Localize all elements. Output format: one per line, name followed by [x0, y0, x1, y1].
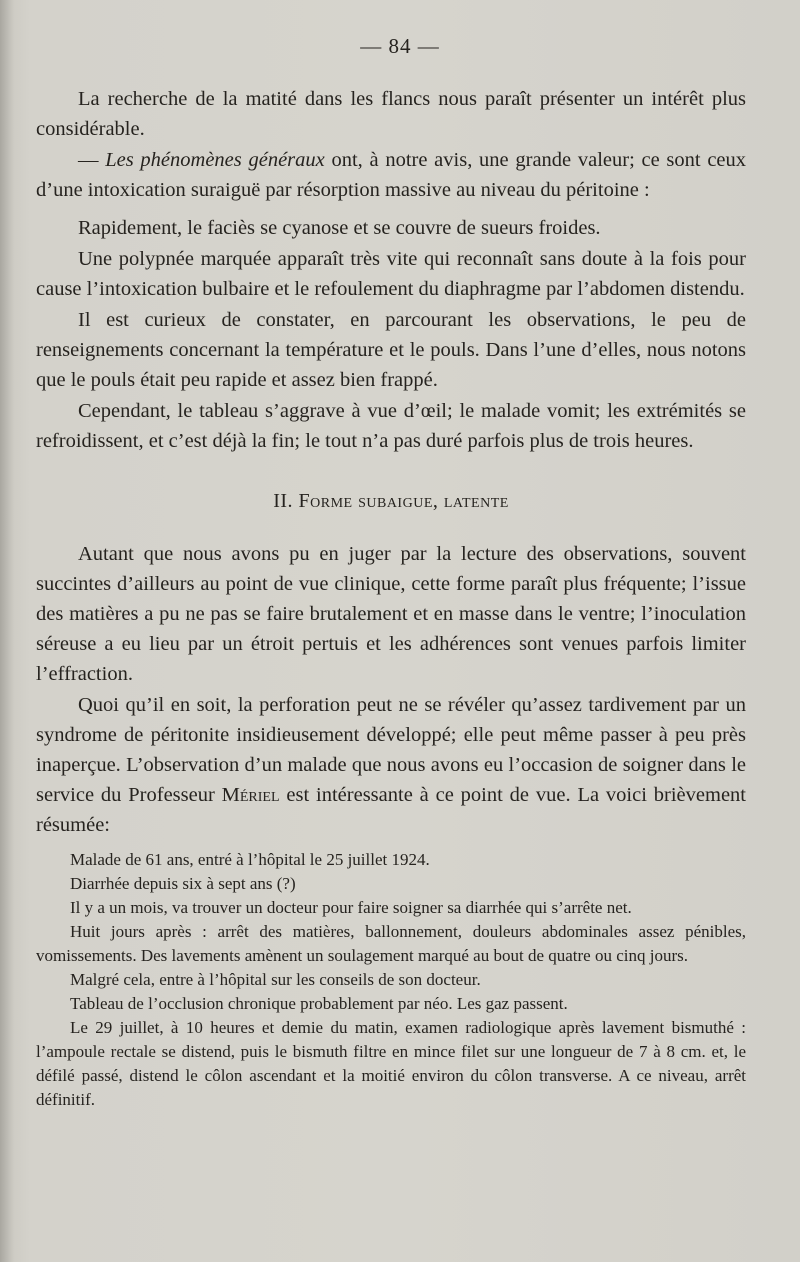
paragraph [36, 690, 746, 840]
section-title [36, 490, 746, 513]
paragraph [36, 213, 746, 243]
case-line: Huit jours après : arrêt des matières, ballonnement, douleurs abdominales assez pénibles, vomissements. Des lavements amènent un soulagement marqué au bout de quatre ou cinq jours. [36, 922, 746, 965]
smallcaps-run: Mériel [221, 784, 280, 806]
text-run: Rapidement, le faciès se cyanose et se couvre de sueurs froides. [78, 217, 601, 239]
page-binding-shadow [0, 0, 14, 1262]
page-body [36, 84, 746, 1112]
paragraph [36, 145, 746, 205]
case-summary [36, 848, 746, 1112]
text-run: Cependant, le tableau s’aggrave à vue d’œil; le malade vomit; les extrémités se refroidissent, et c’est déjà la fin; le tout n’a pas duré parfois plus de trois heures. [36, 400, 746, 452]
case-line: Malade de 61 ans, entré à l’hôpital le 25 juillet 1924. [70, 850, 430, 869]
section-numeral: II. [273, 490, 299, 512]
case-line: Tableau de l’occlusion chronique probablement par néo. Les gaz passent. [70, 994, 568, 1013]
paragraph [36, 396, 746, 456]
text-run: Quoi qu’il en soit, la perforation peut ne se révéler qu’assez tardivement par un syndrome de péritonite insidieusement développé; elle peut même passer à peu près inaperçue. L’observation d’un malade que nous avons eu l’occasion de soigner dans le service du Professeur [36, 694, 746, 806]
paragraph [36, 244, 746, 304]
case-line: Malgré cela, entre à l’hôpital sur les conseils de son docteur. [70, 970, 481, 989]
text-run: ont, à notre avis, une grande valeur; ce sont ceux d’une intoxication suraiguë par résorption massive au niveau du péritoine : [36, 149, 747, 201]
case-line: Diarrhée depuis six à sept ans (?) [70, 874, 296, 893]
text-run: Une polypnée marquée apparaît très vite qui reconnaît sans doute à la fois pour cause l’intoxication bulbaire et le refoulement du diaphragme par l’abdomen distendu. [36, 248, 746, 300]
paragraph [36, 305, 746, 395]
paragraph [36, 84, 746, 144]
paragraph [36, 539, 746, 689]
text-run: — [78, 149, 106, 171]
italic-run: Les phénomènes généraux [105, 149, 325, 171]
top-paragraphs [36, 84, 746, 456]
case-line: Il y a un mois, va trouver un docteur pour faire soigner sa diarrhée qui s’arrête net. [70, 898, 632, 917]
text-run: est intéressante à ce point de vue. La voici brièvement résumée: [36, 784, 746, 836]
text-run: Il est curieux de constater, en parcourant les observations, le peu de renseignements concernant la température et le pouls. Dans l’une d’elles, nous notons que le pouls était peu rapide et assez bien frappé. [36, 309, 746, 391]
text-run: La recherche de la matité dans les flancs nous paraît présenter un intérêt plus considérable. [36, 88, 746, 140]
section-title-text: Forme subaigue, latente [298, 490, 509, 512]
bottom-paragraphs [36, 539, 746, 840]
page-number: — 84 — [360, 34, 440, 58]
case-line: Le 29 juillet, à 10 heures et demie du matin, examen radiologique après lavement bismuthé : l’ampoule rectale se distend, puis le bismuth filtre en mince filet sur une longueur de 7 à 8 cm. et, le défilé passé, distend le côlon ascendant et la moitié environ du côlon transverse. A ce niveau, arrêt définitif. [36, 1018, 746, 1109]
text-run: Autant que nous avons pu en juger par la lecture des observations, souvent succintes d’ailleurs au point de vue clinique, cette forme paraît plus fréquente; l’issue des matières a pu ne pas se faire brutalement et en masse dans le ventre; l’inoculation séreuse a eu lieu par un étroit pertuis et les adhérences sont venues parfois limiter l’effraction. [36, 543, 746, 685]
